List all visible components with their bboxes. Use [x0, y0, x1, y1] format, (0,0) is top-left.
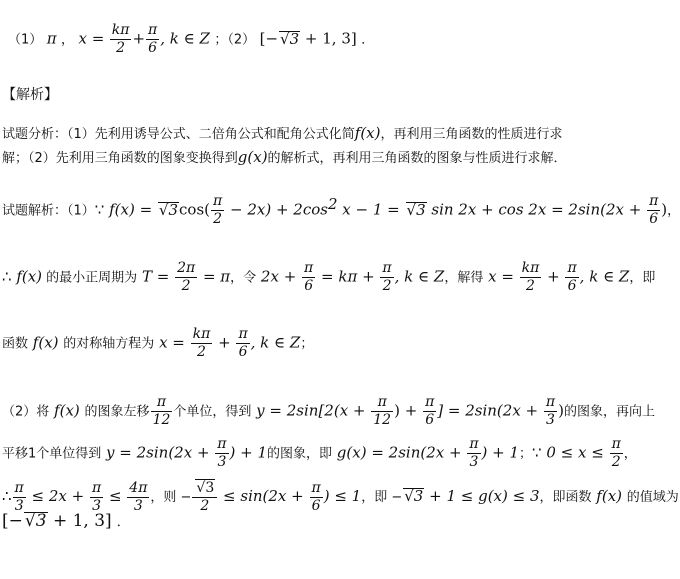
analysis-line-1: 试题分析：（1）先利用诱导公式、二倍角公式和配角公式化简f(x)，再利用三角函数的性质进行求	[2, 124, 563, 142]
solution-line-7: [− √3 + 1, 3] ．	[2, 511, 130, 531]
fraction-pi-6: $\frac{\pi}{6}$	[649, 193, 659, 227]
solution-line-2: ∴ f(x) 的最小正周期为 T = $\frac{2\pi}{2}$ = π，令 2x + $\frac{\pi}{6}$ = kπ + $\frac{\pi}{2}$ , k ∈ Z，解得 x = $\frac{k\pi}{2}$ + $\frac{\pi}{6}$ , k ∈ Z，即	[2, 260, 656, 294]
answer-line: （1） π ， x = $\frac{k\pi}{2}$ + $\frac{\pi}{6}$ , k ∈ Z ；（2） [− √3 + 1, 3] ．	[8, 22, 375, 56]
fraction-pi-6: $\frac{\pi}{6}$	[148, 22, 158, 56]
fraction-2pi-2: $\frac{2\pi}{2}$	[177, 260, 196, 294]
fraction-pi-2: $\frac{\pi}{2}$	[213, 193, 223, 227]
fraction-4pi-3: $\frac{4\pi}{3}$	[129, 479, 148, 514]
section-heading: 【解析】	[2, 87, 58, 103]
period-value: π	[46, 29, 57, 48]
solution-line-3: 函数 f(x) 的对称轴方程为 x = $\frac{k\pi}{2}$ + $\frac{\pi}{6}$ , k ∈ Z；	[2, 326, 314, 360]
solution-line-6: ∴ $\frac{\pi}{3}$ ≤ 2x + $\frac{\pi}{3}$ ≤ $\frac{4\pi}{3}$ ，则 − $\frac{√3}{2}$ ≤ sin(2x + $\frac{\pi}{6}$ ) ≤ 1，即 − √3 + 1 ≤ g(x) ≤ 3，即函数 f(x) 的值域为	[2, 479, 679, 514]
fraction-sqrt3-2: $\frac{√3}{2}$	[192, 479, 217, 515]
solution-line-1: 试题解析：（1）∵ f(x) = √3cos( $\frac{\pi}{2}$ − $2x) + 2\cos^2$ x − 1 = √3 sin 2x + cos 2x = 2sin(2x + $\frac{\pi}{6}$ )，	[2, 193, 680, 227]
analysis-line-2: 解；（2）先利用三角函数的图象变换得到g(x)的解析式，再利用三角函数的图象与性质进行求解．	[2, 148, 567, 166]
fraction-kpi-2: $\frac{k\pi}{2}$	[111, 22, 130, 56]
fraction-pi-12: $\frac{\pi}{12}$	[152, 394, 171, 428]
solution-line-4: （2）将 f(x) 的图象左移 $\frac{\pi}{12}$ 个单位，得到 y = 2sin[2(x + $\frac{\pi}{12}$ ) + $\frac{\pi}{6}$ ] = 2sin(2x + $\frac{\pi}{3}$ )的图象，再向上	[2, 394, 655, 428]
solution-line-5: 平移1个单位得到 y = 2sin(2x + $\frac{\pi}{3}$ ) + 1的图象，即 g(x) = 2sin(2x + $\frac{\pi}{3}$ ) + 1；∵ 0 ≤ x ≤ $\frac{\pi}{2}$ ，	[2, 436, 637, 470]
fraction-pi-3: $\frac{\pi}{3}$	[545, 394, 556, 428]
